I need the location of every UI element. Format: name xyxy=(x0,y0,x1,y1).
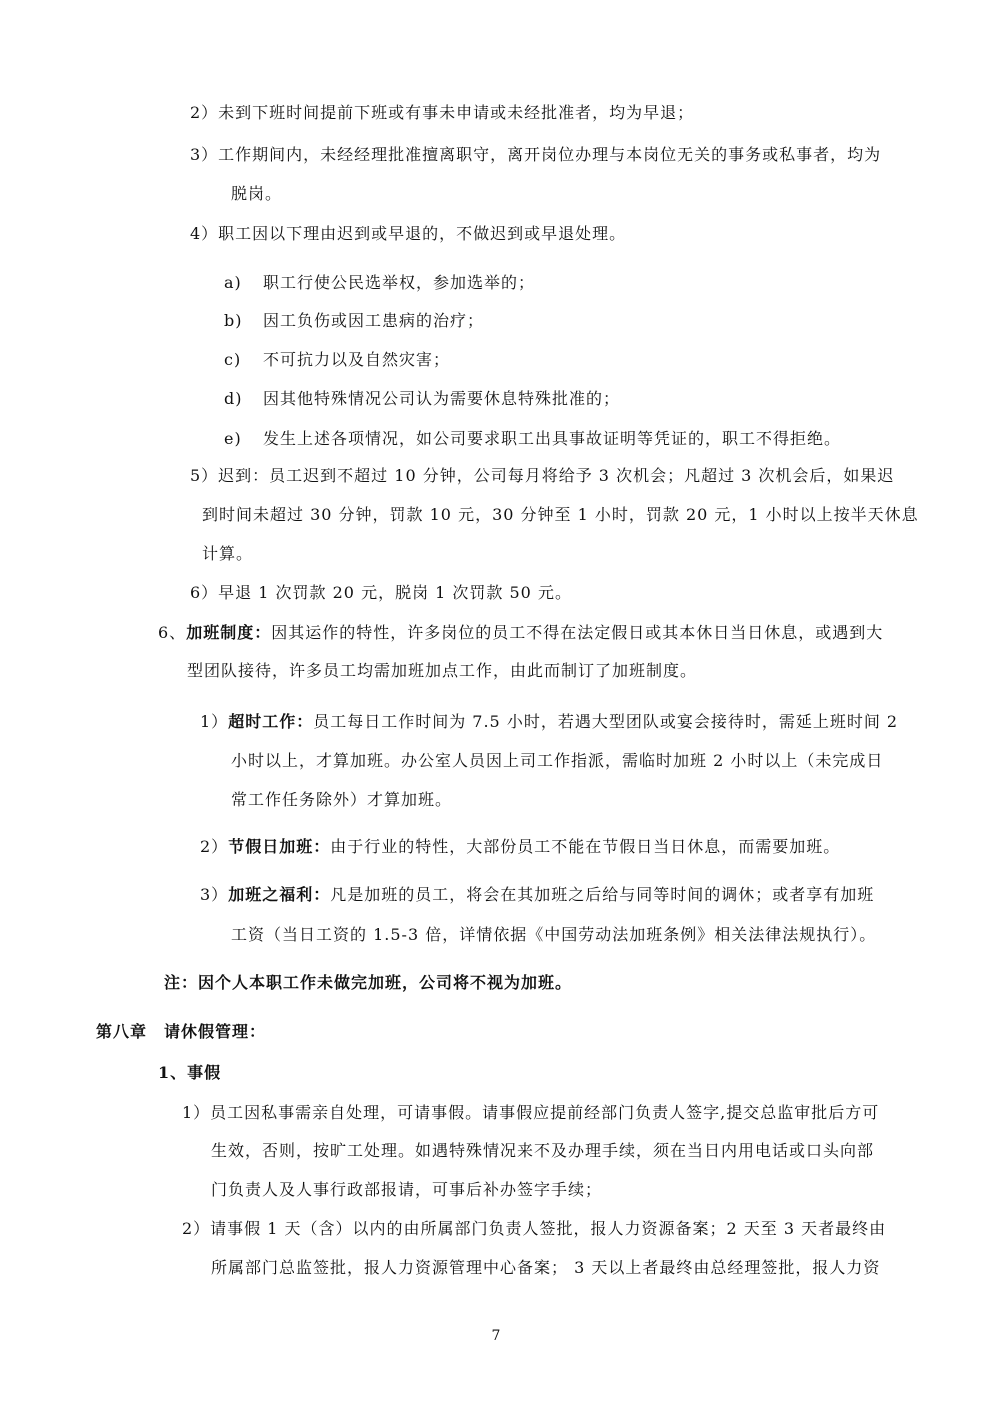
overtime-note: 注：因个人本职工作未做完加班，公司将不视为加班。 xyxy=(164,973,573,992)
overtime-item-1-text: 员工每日工作时间为 7.5 小时，若遇大型团队或宴会接待时，需延上班时间 2 xyxy=(313,712,899,731)
clause-5-line2: 到时间未超过 30 分钟，罚款 10 元，30 分钟至 1 小时，罚款 20 元，1 小时以上按半天休息 xyxy=(202,505,919,524)
overtime-item-1-number: 1） xyxy=(200,712,229,731)
overtime-intro: 因其运作的特性，许多岗位的员工不得在法定假日或其本休日当日休息，或遇到大 xyxy=(271,623,884,642)
sub-e-marker: e) xyxy=(224,429,242,448)
clause-6: 6）早退 1 次罚款 20 元，脱岗 1 次罚款 50 元。 xyxy=(190,583,572,602)
leave-clause-1-line1: 1）员工因私事需亲自处理，可请事假。请事假应提前经部门负责人签字,提交总监审批后方可 xyxy=(182,1103,880,1122)
overtime-item-1-line3: 常工作任务除外）才算加班。 xyxy=(231,790,453,809)
overtime-item-1-line2: 小时以上，才算加班。办公室人员因上司工作指派，需临时加班 2 小时以上（未完成日 xyxy=(231,751,884,770)
leave-clause-1-line2: 生效，否则，按旷工处理。如遇特殊情况来不及办理手续，须在当日内用电话或口头向部 xyxy=(211,1141,875,1160)
overtime-intro-line2: 型团队接待，许多员工均需加班加点工作，由此而制订了加班制度。 xyxy=(187,661,698,680)
overtime-item-2-title: 节假日加班： xyxy=(228,837,331,856)
overtime-item-3-title: 加班之福利： xyxy=(228,885,331,904)
overtime-item-1-title: 超时工作： xyxy=(228,712,314,731)
sub-d-text: 因其他特殊情况公司认为需要休息特殊批准的； xyxy=(263,389,621,408)
leave-clause-2-line1: 2）请事假 1 天（含）以内的由所属部门负责人签批，报人力资源备案；2 天至 3 天者最终由 xyxy=(182,1219,887,1238)
clause-4: 4）职工因以下理由迟到或早退的，不做迟到或早退处理。 xyxy=(190,224,627,243)
clause-3-line2: 脱岗。 xyxy=(231,184,283,203)
section-personal-leave: 1、事假 xyxy=(158,1063,222,1082)
overtime-item-2-text: 由于行业的特性，大部份员工不能在节假日当日休息，而需要加班。 xyxy=(330,837,841,856)
overtime-item-2-number: 2） xyxy=(200,837,229,856)
sub-a-text: 职工行使公民选举权，参加选举的； xyxy=(263,273,536,292)
chapter-8-title: 第八章 请休假管理： xyxy=(96,1022,267,1041)
overtime-item-2 xyxy=(200,837,840,857)
overtime-item-1 xyxy=(200,712,898,732)
overtime-title: 加班制度： xyxy=(186,623,272,642)
clause-5-line3: 计算。 xyxy=(202,544,254,563)
sub-b-text: 因工负伤或因工患病的治疗； xyxy=(263,311,485,330)
overtime-heading xyxy=(158,623,883,643)
sub-b-marker: b) xyxy=(224,311,243,330)
clause-5-line1: 5）迟到：员工迟到不超过 10 分钟，公司每月将给予 3 次机会；凡超过 3 次机会后，如果迟 xyxy=(190,466,895,485)
leave-clause-2-line2: 所属部门总监签批，报人力资源管理中心备案； 3 天以上者最终由总经理签批，报人力资 xyxy=(211,1258,881,1277)
overtime-number: 6、 xyxy=(158,623,187,642)
clause-2: 2）未到下班时间提前下班或有事未申请或未经批准者，均为早退； xyxy=(190,103,695,122)
overtime-item-3-text: 凡是加班的员工，将会在其加班之后给与同等时间的调休；或者享有加班 xyxy=(330,885,875,904)
sub-d-marker: d) xyxy=(224,389,243,408)
overtime-item-3 xyxy=(200,885,874,905)
overtime-item-3-number: 3） xyxy=(200,885,229,904)
sub-a-marker: a) xyxy=(224,273,242,292)
clause-3-line1: 3）工作期间内，未经经理批准擅离职守，离开岗位办理与本岗位无关的事务或私事者，均为 xyxy=(190,145,882,164)
page-number: 7 xyxy=(491,1328,501,1344)
sub-c-marker: c) xyxy=(224,350,242,369)
sub-c-text: 不可抗力以及自然灾害； xyxy=(263,350,451,369)
leave-clause-1-line3: 门负责人及人事行政部报请，可事后补办签字手续； xyxy=(211,1180,603,1199)
overtime-item-3-line2: 工资（当日工资的 1.5-3 倍，详情依据《中国劳动法加班条例》相关法律法规执行）。 xyxy=(231,925,877,944)
sub-e-text: 发生上述各项情况，如公司要求职工出具事故证明等凭证的，职工不得拒绝。 xyxy=(263,429,842,448)
